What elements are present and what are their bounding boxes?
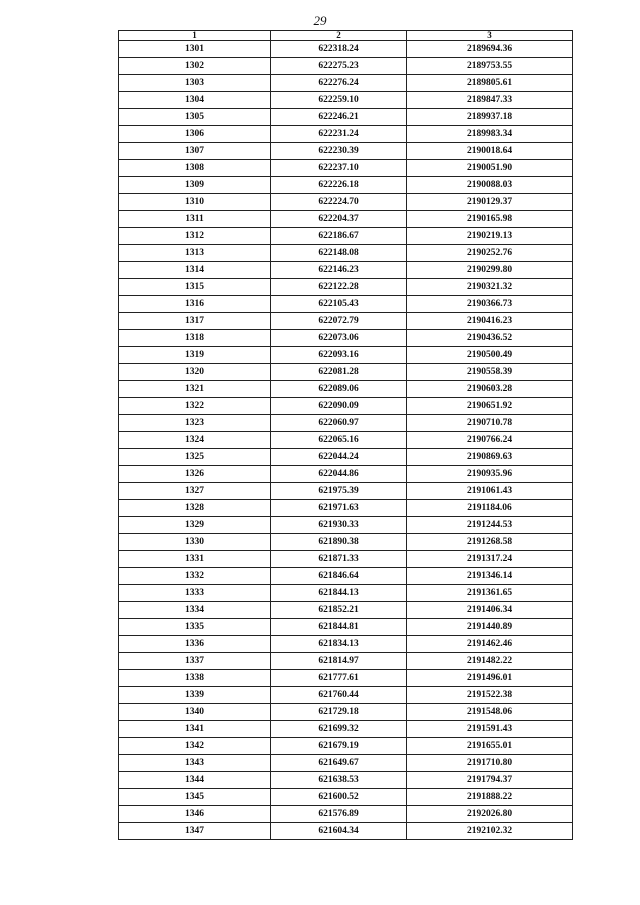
- point-number-cell: 1339: [119, 687, 271, 704]
- x-coordinate-cell: 621638.53: [271, 772, 407, 789]
- table-row: [119, 704, 573, 721]
- table-row: [119, 194, 573, 211]
- x-coordinate-cell: 621834.13: [271, 636, 407, 653]
- x-coordinate-cell: 622060.97: [271, 415, 407, 432]
- column-header-1: 1: [119, 31, 271, 41]
- x-coordinate-cell: 622318.24: [271, 41, 407, 58]
- point-number-cell: 1324: [119, 432, 271, 449]
- y-coordinate-cell: 2190416.23: [407, 313, 573, 330]
- y-coordinate-cell: 2191061.43: [407, 483, 573, 500]
- point-number-cell: 1312: [119, 228, 271, 245]
- table-row: [119, 347, 573, 364]
- x-coordinate-cell: 622237.10: [271, 160, 407, 177]
- table-row: [119, 364, 573, 381]
- table-row: [119, 568, 573, 585]
- x-coordinate-cell: 621699.32: [271, 721, 407, 738]
- point-number-cell: 1332: [119, 568, 271, 585]
- y-coordinate-cell: 2189805.61: [407, 75, 573, 92]
- point-number-cell: 1323: [119, 415, 271, 432]
- table-row: [119, 653, 573, 670]
- y-coordinate-cell: 2190710.78: [407, 415, 573, 432]
- y-coordinate-cell: 2191591.43: [407, 721, 573, 738]
- x-coordinate-cell: 622148.08: [271, 245, 407, 262]
- point-number-cell: 1341: [119, 721, 271, 738]
- x-coordinate-cell: 621649.67: [271, 755, 407, 772]
- table-row: [119, 687, 573, 704]
- point-number-cell: 1314: [119, 262, 271, 279]
- x-coordinate-cell: 622072.79: [271, 313, 407, 330]
- point-number-cell: 1318: [119, 330, 271, 347]
- point-number-cell: 1317: [119, 313, 271, 330]
- point-number-cell: 1336: [119, 636, 271, 653]
- x-coordinate-cell: 622146.23: [271, 262, 407, 279]
- point-number-cell: 1343: [119, 755, 271, 772]
- point-number-cell: 1329: [119, 517, 271, 534]
- point-number-cell: 1319: [119, 347, 271, 364]
- point-number-cell: 1330: [119, 534, 271, 551]
- point-number-cell: 1315: [119, 279, 271, 296]
- point-number-cell: 1340: [119, 704, 271, 721]
- x-coordinate-cell: 622105.43: [271, 296, 407, 313]
- y-coordinate-cell: 2190252.76: [407, 245, 573, 262]
- point-number-cell: 1346: [119, 806, 271, 823]
- x-coordinate-cell: 622224.70: [271, 194, 407, 211]
- table-row: [119, 228, 573, 245]
- point-number-cell: 1326: [119, 466, 271, 483]
- x-coordinate-cell: 622231.24: [271, 126, 407, 143]
- y-coordinate-cell: 2191406.34: [407, 602, 573, 619]
- point-number-cell: 1331: [119, 551, 271, 568]
- table-row: [119, 721, 573, 738]
- table-row: [119, 449, 573, 466]
- point-number-cell: 1344: [119, 772, 271, 789]
- table-header-row: [119, 31, 573, 41]
- coordinates-table: [118, 30, 573, 840]
- point-number-cell: 1309: [119, 177, 271, 194]
- y-coordinate-cell: 2191440.89: [407, 619, 573, 636]
- x-coordinate-cell: 621890.38: [271, 534, 407, 551]
- y-coordinate-cell: 2190129.37: [407, 194, 573, 211]
- table-row: [119, 772, 573, 789]
- y-coordinate-cell: 2191522.38: [407, 687, 573, 704]
- point-number-cell: 1347: [119, 823, 271, 840]
- table-row: [119, 670, 573, 687]
- y-coordinate-cell: 2191482.22: [407, 653, 573, 670]
- point-number-cell: 1304: [119, 92, 271, 109]
- point-number-cell: 1321: [119, 381, 271, 398]
- table-row: [119, 551, 573, 568]
- y-coordinate-cell: 2191548.06: [407, 704, 573, 721]
- point-number-cell: 1311: [119, 211, 271, 228]
- x-coordinate-cell: 622065.16: [271, 432, 407, 449]
- x-coordinate-cell: 622230.39: [271, 143, 407, 160]
- y-coordinate-cell: 2191346.14: [407, 568, 573, 585]
- table-row: [119, 415, 573, 432]
- table-row: [119, 466, 573, 483]
- table-row: [119, 483, 573, 500]
- x-coordinate-cell: 621871.33: [271, 551, 407, 568]
- point-number-cell: 1320: [119, 364, 271, 381]
- y-coordinate-cell: 2191888.22: [407, 789, 573, 806]
- y-coordinate-cell: 2190299.80: [407, 262, 573, 279]
- table-row: [119, 58, 573, 75]
- y-coordinate-cell: 2191462.46: [407, 636, 573, 653]
- y-coordinate-cell: 2190165.98: [407, 211, 573, 228]
- y-coordinate-cell: 2190051.90: [407, 160, 573, 177]
- point-number-cell: 1313: [119, 245, 271, 262]
- table-row: [119, 585, 573, 602]
- x-coordinate-cell: 622044.86: [271, 466, 407, 483]
- table-row: [119, 755, 573, 772]
- table-row: [119, 177, 573, 194]
- table-row: [119, 313, 573, 330]
- table-row: [119, 738, 573, 755]
- x-coordinate-cell: 621930.33: [271, 517, 407, 534]
- point-number-cell: 1327: [119, 483, 271, 500]
- y-coordinate-cell: 2190869.63: [407, 449, 573, 466]
- y-coordinate-cell: 2190219.13: [407, 228, 573, 245]
- x-coordinate-cell: 621760.44: [271, 687, 407, 704]
- y-coordinate-cell: 2191496.01: [407, 670, 573, 687]
- x-coordinate-cell: 621814.97: [271, 653, 407, 670]
- point-number-cell: 1333: [119, 585, 271, 602]
- x-coordinate-cell: 622093.16: [271, 347, 407, 364]
- y-coordinate-cell: 2190088.03: [407, 177, 573, 194]
- x-coordinate-cell: 622081.28: [271, 364, 407, 381]
- y-coordinate-cell: 2191794.37: [407, 772, 573, 789]
- point-number-cell: 1302: [119, 58, 271, 75]
- x-coordinate-cell: 622090.09: [271, 398, 407, 415]
- table-row: [119, 823, 573, 840]
- y-coordinate-cell: 2190321.32: [407, 279, 573, 296]
- table-row: [119, 330, 573, 347]
- point-number-cell: 1342: [119, 738, 271, 755]
- point-number-cell: 1307: [119, 143, 271, 160]
- point-number-cell: 1308: [119, 160, 271, 177]
- page-number: 29: [313, 13, 327, 28]
- table-row: [119, 143, 573, 160]
- table-row: [119, 211, 573, 228]
- point-number-cell: 1305: [119, 109, 271, 126]
- y-coordinate-cell: 2189694.36: [407, 41, 573, 58]
- y-coordinate-cell: 2191710.80: [407, 755, 573, 772]
- point-number-cell: 1338: [119, 670, 271, 687]
- point-number-cell: 1334: [119, 602, 271, 619]
- table-row: [119, 602, 573, 619]
- table-row: [119, 245, 573, 262]
- x-coordinate-cell: 622259.10: [271, 92, 407, 109]
- x-coordinate-cell: 621971.63: [271, 500, 407, 517]
- point-number-cell: 1316: [119, 296, 271, 313]
- x-coordinate-cell: 621846.64: [271, 568, 407, 585]
- x-coordinate-cell: 621975.39: [271, 483, 407, 500]
- table-row: [119, 806, 573, 823]
- y-coordinate-cell: 2190766.24: [407, 432, 573, 449]
- x-coordinate-cell: 622204.37: [271, 211, 407, 228]
- y-coordinate-cell: 2190603.28: [407, 381, 573, 398]
- table-row: [119, 75, 573, 92]
- x-coordinate-cell: 622073.06: [271, 330, 407, 347]
- x-coordinate-cell: 622226.18: [271, 177, 407, 194]
- table-row: [119, 160, 573, 177]
- y-coordinate-cell: 2190651.92: [407, 398, 573, 415]
- y-coordinate-cell: 2191361.65: [407, 585, 573, 602]
- y-coordinate-cell: 2190366.73: [407, 296, 573, 313]
- point-number-cell: 1328: [119, 500, 271, 517]
- table-row: [119, 296, 573, 313]
- x-coordinate-cell: 622122.28: [271, 279, 407, 296]
- table-row: [119, 381, 573, 398]
- point-number-cell: 1322: [119, 398, 271, 415]
- y-coordinate-cell: 2190935.96: [407, 466, 573, 483]
- y-coordinate-cell: 2191317.24: [407, 551, 573, 568]
- x-coordinate-cell: 621729.18: [271, 704, 407, 721]
- x-coordinate-cell: 622089.06: [271, 381, 407, 398]
- y-coordinate-cell: 2189847.33: [407, 92, 573, 109]
- x-coordinate-cell: 621576.89: [271, 806, 407, 823]
- x-coordinate-cell: 621852.21: [271, 602, 407, 619]
- point-number-cell: 1310: [119, 194, 271, 211]
- y-coordinate-cell: 2190018.64: [407, 143, 573, 160]
- x-coordinate-cell: 622044.24: [271, 449, 407, 466]
- table-row: [119, 398, 573, 415]
- table-row: [119, 619, 573, 636]
- point-number-cell: 1303: [119, 75, 271, 92]
- table-row: [119, 126, 573, 143]
- x-coordinate-cell: 622186.67: [271, 228, 407, 245]
- table-row: [119, 109, 573, 126]
- x-coordinate-cell: 622246.21: [271, 109, 407, 126]
- x-coordinate-cell: 621844.81: [271, 619, 407, 636]
- x-coordinate-cell: 621777.61: [271, 670, 407, 687]
- table-row: [119, 262, 573, 279]
- y-coordinate-cell: 2189937.18: [407, 109, 573, 126]
- table-row: [119, 432, 573, 449]
- x-coordinate-cell: 621604.34: [271, 823, 407, 840]
- y-coordinate-cell: 2192102.32: [407, 823, 573, 840]
- column-header-3: 3: [407, 31, 573, 41]
- point-number-cell: 1337: [119, 653, 271, 670]
- table-row: [119, 500, 573, 517]
- y-coordinate-cell: 2189983.34: [407, 126, 573, 143]
- x-coordinate-cell: 621844.13: [271, 585, 407, 602]
- point-number-cell: 1335: [119, 619, 271, 636]
- point-number-cell: 1325: [119, 449, 271, 466]
- table-row: [119, 789, 573, 806]
- point-number-cell: 1345: [119, 789, 271, 806]
- y-coordinate-cell: 2191268.58: [407, 534, 573, 551]
- table-body: [119, 41, 573, 840]
- x-coordinate-cell: 622276.24: [271, 75, 407, 92]
- point-number-cell: 1306: [119, 126, 271, 143]
- x-coordinate-cell: 621679.19: [271, 738, 407, 755]
- y-coordinate-cell: 2190558.39: [407, 364, 573, 381]
- y-coordinate-cell: 2191184.06: [407, 500, 573, 517]
- y-coordinate-cell: 2190500.49: [407, 347, 573, 364]
- point-number-cell: 1301: [119, 41, 271, 58]
- x-coordinate-cell: 622275.23: [271, 58, 407, 75]
- table-row: [119, 636, 573, 653]
- y-coordinate-cell: 2189753.55: [407, 58, 573, 75]
- y-coordinate-cell: 2191244.53: [407, 517, 573, 534]
- column-header-2: 2: [271, 31, 407, 41]
- table-row: [119, 517, 573, 534]
- y-coordinate-cell: 2191655.01: [407, 738, 573, 755]
- y-coordinate-cell: 2192026.80: [407, 806, 573, 823]
- table-row: [119, 279, 573, 296]
- x-coordinate-cell: 621600.52: [271, 789, 407, 806]
- y-coordinate-cell: 2190436.52: [407, 330, 573, 347]
- table-row: [119, 534, 573, 551]
- table-row: [119, 92, 573, 109]
- table-row: [119, 41, 573, 58]
